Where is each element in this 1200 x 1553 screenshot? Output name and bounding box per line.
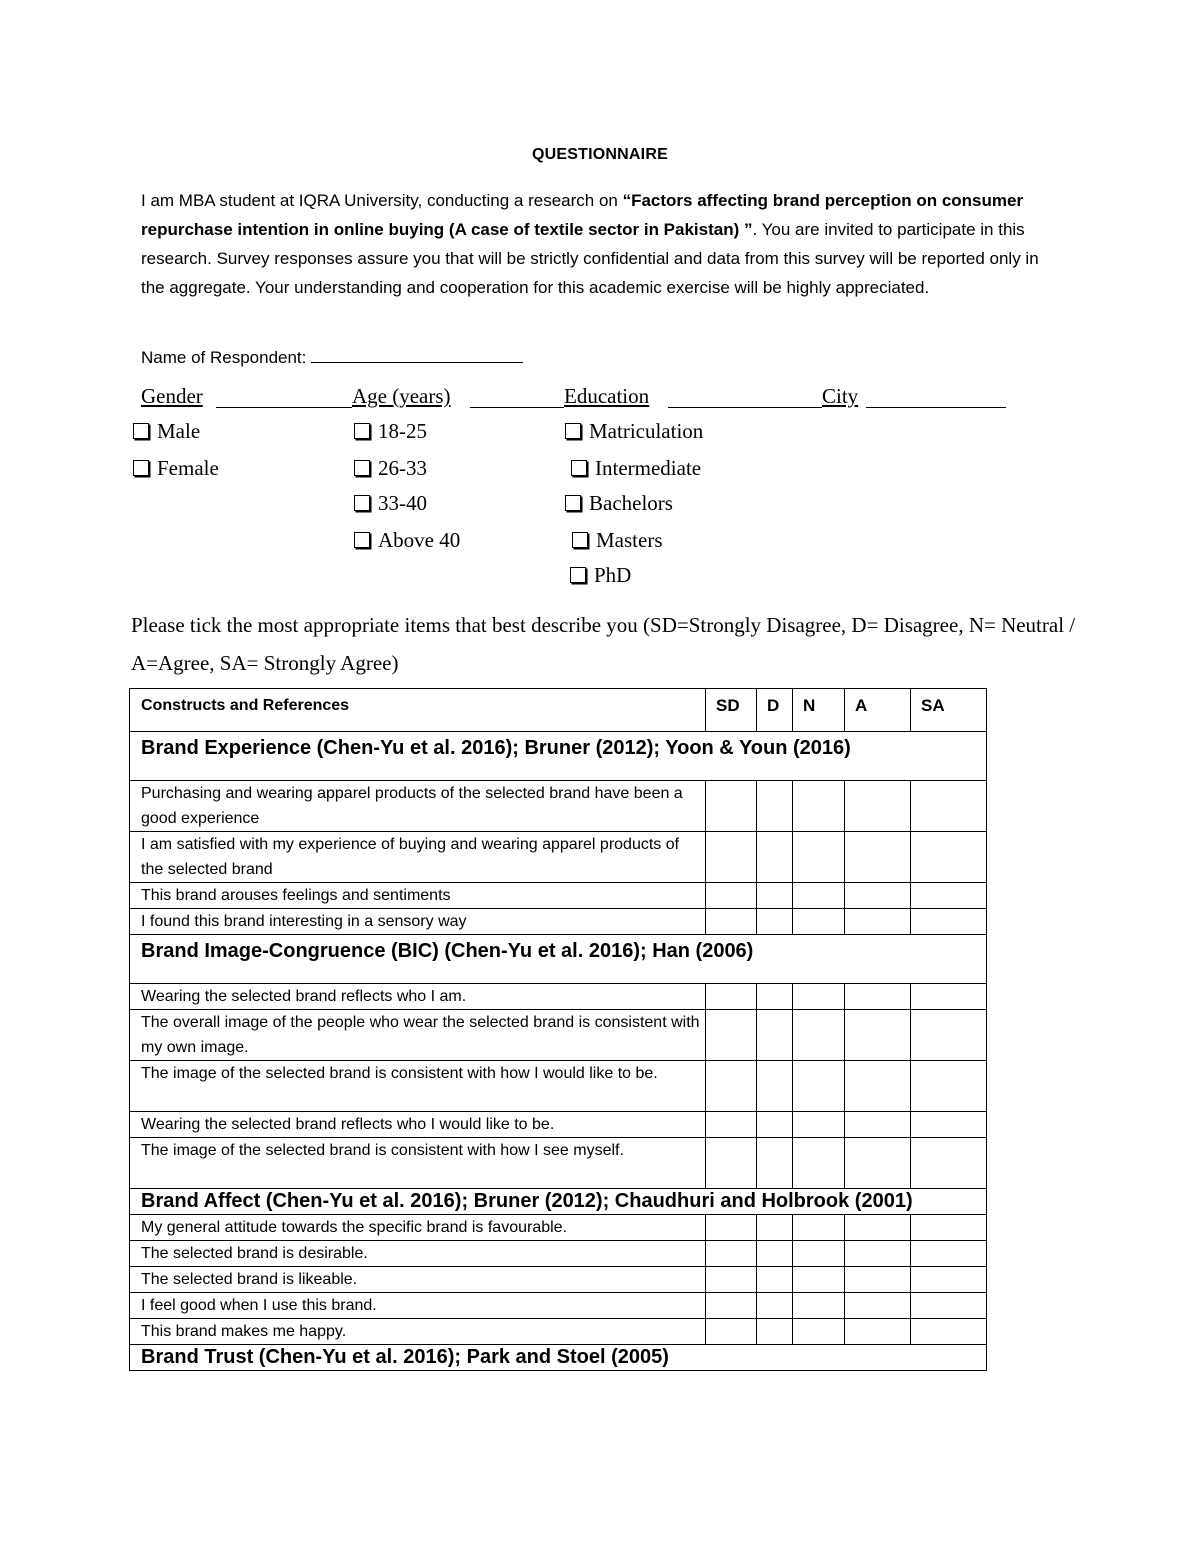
rating-cell-a[interactable] <box>845 1112 911 1138</box>
intro-text-end: . You are invited to participate in this research. Survey responses assure you that will be strictly confidential and data from this survey will be reported only in the aggregate. Your understanding and cooperation for this academic exercise will be highly appreciated. <box>141 220 1039 297</box>
rating-cell-d[interactable] <box>757 1293 793 1319</box>
checkbox-icon[interactable] <box>572 532 588 548</box>
rating-cell-n[interactable] <box>793 1293 845 1319</box>
item-statement: This brand arouses feelings and sentiments <box>130 883 706 909</box>
scale-header-a: A <box>845 689 911 732</box>
rating-cell-a[interactable] <box>845 1010 911 1061</box>
checkbox-icon[interactable] <box>354 532 370 548</box>
rating-cell-d[interactable] <box>757 832 793 883</box>
checkbox-icon[interactable] <box>354 423 370 439</box>
rating-cell-sd[interactable] <box>706 1010 757 1061</box>
item-statement: I feel good when I use this brand. <box>130 1293 706 1319</box>
item-statement: I am satisfied with my experience of buying and wearing apparel products of the selected brand <box>130 832 706 883</box>
item-statement: Purchasing and wearing apparel products of the selected brand have been a good experience <box>130 781 706 832</box>
rating-cell-a[interactable] <box>845 1061 911 1112</box>
rating-cell-sa[interactable] <box>911 1267 987 1293</box>
checkbox-icon[interactable] <box>354 495 370 511</box>
likert-table <box>129 688 987 1371</box>
scale-header-sd: SD <box>706 689 757 732</box>
age-option-26-33[interactable]: 26-33 <box>354 456 427 481</box>
rating-cell-n[interactable] <box>793 1267 845 1293</box>
rating-cell-sd[interactable] <box>706 1061 757 1112</box>
rating-cell-sd[interactable] <box>706 1112 757 1138</box>
rating-cell-d[interactable] <box>757 909 793 935</box>
checkbox-icon[interactable] <box>133 423 149 439</box>
rating-cell-sa[interactable] <box>911 909 987 935</box>
item-row <box>130 1138 987 1189</box>
item-row <box>130 1112 987 1138</box>
rating-cell-n[interactable] <box>793 909 845 935</box>
rating-cell-n[interactable] <box>793 1138 845 1189</box>
rating-cell-n[interactable] <box>793 984 845 1010</box>
rating-cell-d[interactable] <box>757 1138 793 1189</box>
questionnaire-title: QUESTIONNAIRE <box>532 146 668 163</box>
education-option-bachelors[interactable]: Bachelors <box>565 491 673 516</box>
item-statement: My general attitude towards the specific brand is favourable. <box>130 1215 706 1241</box>
item-statement: The overall image of the people who wear the selected brand is consistent with my own image. <box>130 1010 706 1061</box>
rating-cell-a[interactable] <box>845 883 911 909</box>
city-heading: City <box>822 384 859 408</box>
rating-cell-sd[interactable] <box>706 1215 757 1241</box>
item-row <box>130 984 987 1010</box>
item-statement: This brand makes me happy. <box>130 1319 706 1345</box>
rating-cell-sd[interactable] <box>706 1241 757 1267</box>
respondent-name-row <box>141 346 523 368</box>
rating-cell-a[interactable] <box>845 909 911 935</box>
item-row <box>130 781 987 832</box>
item-statement: The selected brand is desirable. <box>130 1241 706 1267</box>
city-field-line[interactable] <box>866 407 1006 408</box>
rating-cell-sd[interactable] <box>706 832 757 883</box>
rating-cell-sa[interactable] <box>911 1112 987 1138</box>
rating-cell-n[interactable] <box>793 1241 845 1267</box>
respondent-name-field[interactable] <box>311 346 523 363</box>
checkbox-icon[interactable] <box>354 460 370 476</box>
item-row <box>130 1267 987 1293</box>
rating-cell-sa[interactable] <box>911 1241 987 1267</box>
rating-cell-a[interactable] <box>845 984 911 1010</box>
research-topic: “Factors affecting brand perception on consumer repurchase intention in online buying (A case of textile sector in Pakistan) ” <box>141 191 1024 239</box>
checkbox-icon[interactable] <box>571 460 587 476</box>
checkbox-icon[interactable] <box>565 495 581 511</box>
rating-cell-sd[interactable] <box>706 781 757 832</box>
education-heading: Education <box>564 384 650 408</box>
section-title: Brand Image-Congruence (BIC) (Chen-Yu et al. 2016); Han (2006) <box>130 935 987 984</box>
rating-cell-a[interactable] <box>845 1215 911 1241</box>
item-statement: Wearing the selected brand reflects who I would like to be. <box>130 1112 706 1138</box>
section-title: Brand Trust (Chen-Yu et al. 2016); Park and Stoel (2005) <box>130 1345 987 1371</box>
item-statement: The image of the selected brand is consistent with how I see myself. <box>130 1138 706 1189</box>
rating-cell-sa[interactable] <box>911 1319 987 1345</box>
checkbox-icon[interactable] <box>133 460 149 476</box>
rating-cell-sd[interactable] <box>706 984 757 1010</box>
rating-cell-sa[interactable] <box>911 1138 987 1189</box>
rating-cell-n[interactable] <box>793 781 845 832</box>
section-row <box>130 1189 987 1215</box>
rating-cell-d[interactable] <box>757 781 793 832</box>
rating-cell-n[interactable] <box>793 1319 845 1345</box>
rating-cell-d[interactable] <box>757 883 793 909</box>
rating-cell-n[interactable] <box>793 1215 845 1241</box>
age-heading: Age (years) <box>352 384 451 408</box>
scale-header-n: N <box>793 689 845 732</box>
section-row <box>130 1345 987 1371</box>
checkbox-icon[interactable] <box>565 423 581 439</box>
rating-cell-d[interactable] <box>757 1267 793 1293</box>
item-row <box>130 1319 987 1345</box>
item-statement: The image of the selected brand is consistent with how I would like to be. <box>130 1061 706 1112</box>
rating-cell-n[interactable] <box>793 832 845 883</box>
rating-cell-a[interactable] <box>845 1267 911 1293</box>
rating-cell-d[interactable] <box>757 984 793 1010</box>
rating-cell-sd[interactable] <box>706 909 757 935</box>
gender-heading-underline <box>216 407 352 408</box>
rating-cell-d[interactable] <box>757 1061 793 1112</box>
age-option-18-25[interactable]: 18-25 <box>354 419 427 444</box>
section-title: Brand Experience (Chen-Yu et al. 2016); Bruner (2012); Yoon & Youn (2016) <box>130 732 987 781</box>
rating-cell-d[interactable] <box>757 1010 793 1061</box>
rating-cell-sa[interactable] <box>911 883 987 909</box>
rating-cell-sa[interactable] <box>911 1010 987 1061</box>
age-option-33-40[interactable]: 33-40 <box>354 491 427 516</box>
scale-header-d: D <box>757 689 793 732</box>
rating-cell-n[interactable] <box>793 883 845 909</box>
intro-text-start: I am MBA student at IQRA University, conducting a research on <box>141 191 623 210</box>
item-row <box>130 1215 987 1241</box>
item-row <box>130 1061 987 1112</box>
rating-cell-a[interactable] <box>845 1293 911 1319</box>
item-statement: I found this brand interesting in a sensory way <box>130 909 706 935</box>
rating-cell-sa[interactable] <box>911 832 987 883</box>
age-heading-underline <box>470 407 564 408</box>
rating-cell-sa[interactable] <box>911 984 987 1010</box>
rating-cell-sa[interactable] <box>911 781 987 832</box>
rating-cell-sd[interactable] <box>706 1319 757 1345</box>
rating-cell-d[interactable] <box>757 1112 793 1138</box>
item-statement: The selected brand is likeable. <box>130 1267 706 1293</box>
education-option-intermediate[interactable]: Intermediate <box>571 456 701 481</box>
age-option-above-40[interactable]: Above 40 <box>354 528 460 553</box>
education-option-masters[interactable]: Masters <box>572 528 663 553</box>
respondent-name-label: Name of Respondent: <box>141 348 312 367</box>
intro-paragraph <box>141 186 1056 302</box>
checkbox-icon[interactable] <box>570 567 586 583</box>
rating-cell-sd[interactable] <box>706 1138 757 1189</box>
rating-cell-a[interactable] <box>845 1138 911 1189</box>
gender-heading: Gender <box>141 384 203 408</box>
rating-cell-a[interactable] <box>845 832 911 883</box>
section-title: Brand Affect (Chen-Yu et al. 2016); Bruner (2012); Chaudhuri and Holbrook (2001) <box>130 1189 987 1215</box>
table-header-row <box>130 689 987 732</box>
education-option-matriculation[interactable]: Matriculation <box>565 419 703 444</box>
item-statement: Wearing the selected brand reflects who I am. <box>130 984 706 1010</box>
rating-cell-sa[interactable] <box>911 1215 987 1241</box>
rating-cell-d[interactable] <box>757 1215 793 1241</box>
item-row <box>130 909 987 935</box>
likert-table-body <box>130 689 987 1371</box>
rating-cell-a[interactable] <box>845 1241 911 1267</box>
rating-cell-sa[interactable] <box>911 1293 987 1319</box>
education-option-phd[interactable]: PhD <box>570 563 631 588</box>
instructions-text: Please tick the most appropriate items that best describe you (SD=Strongly Disagree, D= Disagree, N= Neutral / A=Agree, SA= Strongly Agree) <box>131 613 1076 675</box>
scale-header-sa: SA <box>911 689 987 732</box>
rating-cell-n[interactable] <box>793 1010 845 1061</box>
rating-cell-n[interactable] <box>793 1112 845 1138</box>
rating-cell-a[interactable] <box>845 1319 911 1345</box>
item-row <box>130 1293 987 1319</box>
section-row <box>130 935 987 984</box>
rating-cell-sd[interactable] <box>706 1267 757 1293</box>
rating-cell-d[interactable] <box>757 1319 793 1345</box>
item-row <box>130 1241 987 1267</box>
rating-cell-a[interactable] <box>845 781 911 832</box>
education-field-line[interactable] <box>668 407 822 408</box>
item-row <box>130 832 987 883</box>
constructs-header: Constructs and References <box>130 689 706 732</box>
gender-option-male[interactable]: Male <box>133 419 200 444</box>
rating-cell-sa[interactable] <box>911 1061 987 1112</box>
rating-cell-d[interactable] <box>757 1241 793 1267</box>
gender-option-female[interactable]: Female <box>133 456 219 481</box>
rating-cell-sd[interactable] <box>706 1293 757 1319</box>
rating-cell-n[interactable] <box>793 1061 845 1112</box>
section-row <box>130 732 987 781</box>
item-row <box>130 883 987 909</box>
item-row <box>130 1010 987 1061</box>
rating-cell-sd[interactable] <box>706 883 757 909</box>
